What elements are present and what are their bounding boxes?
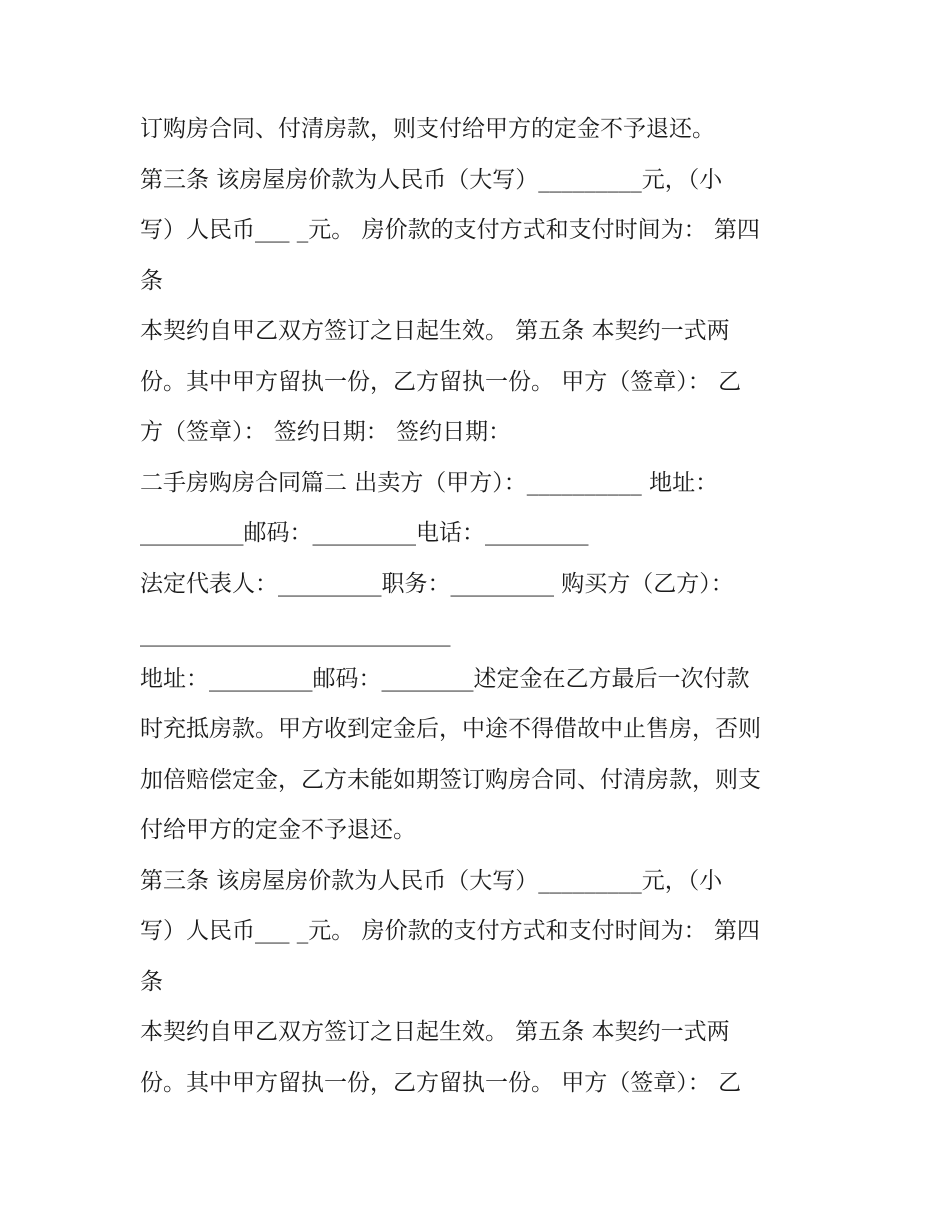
text-line: 写）人民币___ _元。 房价款的支付方式和支付时间为： 第四 <box>140 217 760 243</box>
text-line: 付给甲方的定金不予退还。 <box>140 817 416 843</box>
text-line: _________邮码：_________电话：_________ <box>140 520 589 546</box>
text-line: 条 <box>140 268 163 294</box>
text-line: 方（签章）： 签约日期： 签约日期： <box>140 419 512 445</box>
text-line: 本契约自甲乙双方签订之日起生效。 第五条 本契约一式两 <box>140 318 730 344</box>
text-line: 写）人民币___ _元。 房价款的支付方式和支付时间为： 第四 <box>140 918 760 944</box>
text-line: 时充抵房款。甲方收到定金后，中途不得借故中止售房，否则 <box>140 716 761 742</box>
text-line: 地址：_________邮码：________述定金在乙方最后一次付款 <box>140 666 750 692</box>
text-line: ___________________________ <box>140 621 451 647</box>
text-line: 二手房购房合同篇二 出卖方（甲方）：__________ 地址： <box>140 470 719 496</box>
text-line: 第三条 该房屋房价款为人民币（大写）_________元，（小 <box>140 167 723 193</box>
text-line: 法定代表人：_________职务：_________ 购买方（乙方）： <box>140 571 734 597</box>
text-line: 第三条 该房屋房价款为人民币（大写）_________元，（小 <box>140 868 723 894</box>
text-line: 条 <box>140 969 163 995</box>
text-line: 订购房合同、付清房款，则支付给甲方的定金不予退还。 <box>140 116 715 142</box>
text-line: 份。其中甲方留执一份，乙方留执一份。 甲方（签章）： 乙 <box>140 1070 742 1096</box>
text-line: 本契约自甲乙双方签订之日起生效。 第五条 本契约一式两 <box>140 1019 730 1045</box>
text-line: 份。其中甲方留执一份，乙方留执一份。 甲方（签章）： 乙 <box>140 369 742 395</box>
text-line: 加倍赔偿定金，乙方未能如期签订购房合同、付清房款，则支 <box>140 767 761 793</box>
